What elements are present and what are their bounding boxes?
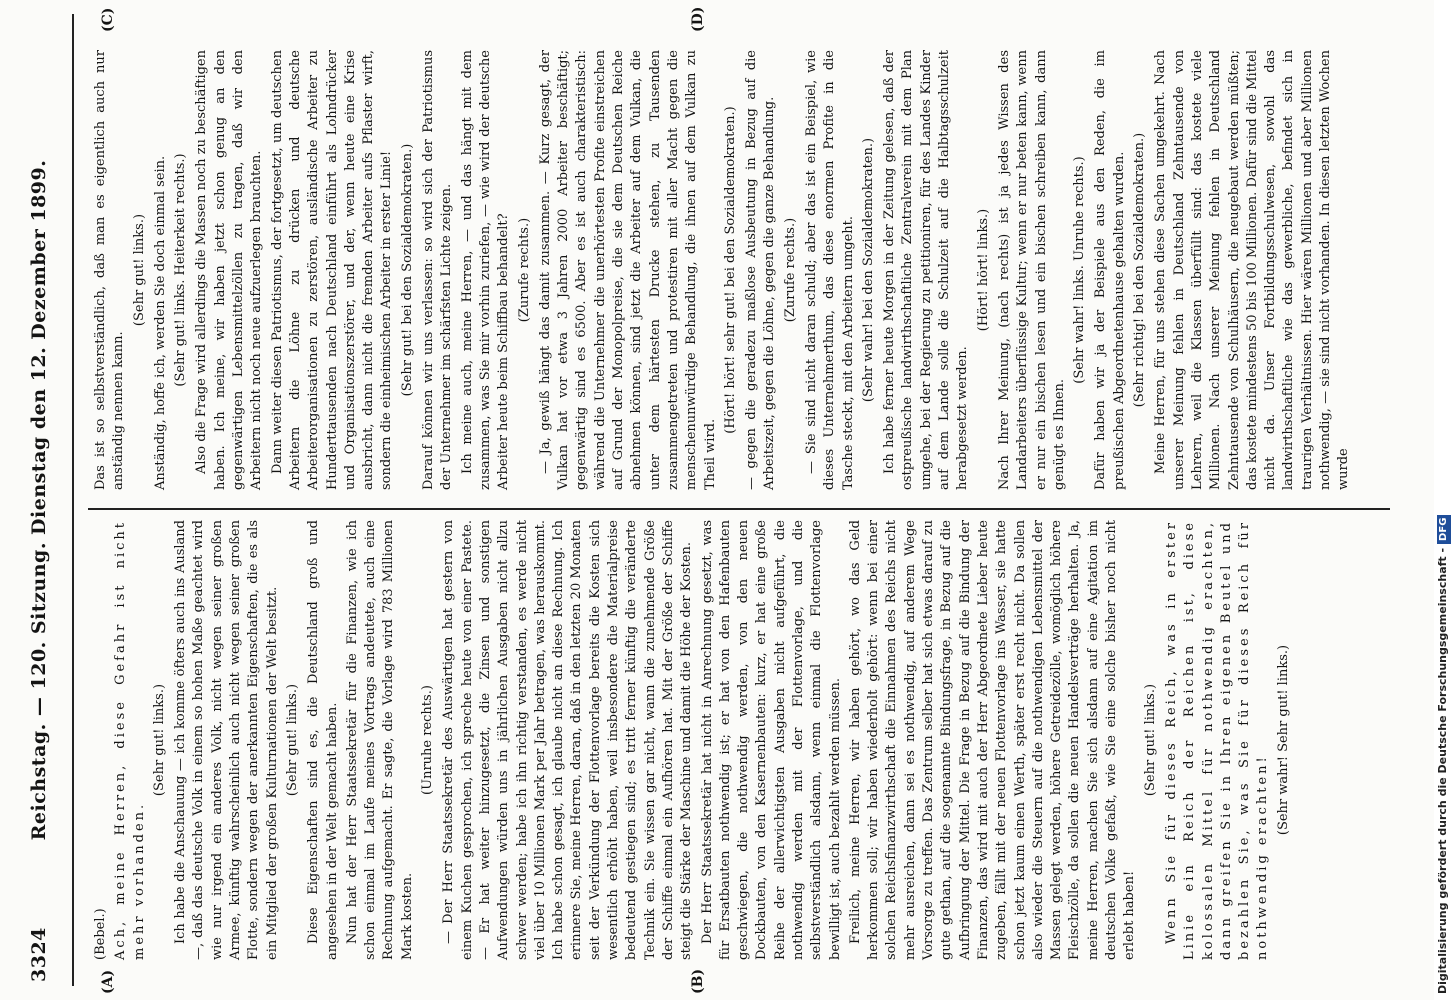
paragraph: Wenn Sie für dieses Reich, was in erster Linie ein Reich der Reichen ist, diese kolossalen Mittel für nothwendig erachten, dann greifen Sie in Ihren eigenen Beutel und bezahlen Sie, was Sie für dieses Reich für nothwendig erachten!: [1163, 520, 1271, 960]
interjection: (Sehr gut! links. Heiterkeit rechts.): [173, 153, 189, 387]
digitization-credit: [1408, 0, 1449, 1000]
header-rule: [72, 14, 74, 986]
interjection: (Unruhe rechts.): [420, 685, 436, 795]
paragraph: Darauf können wir uns verlassen: so wird sich der Patriotismus der Unternehmer im schärfsten Lichte zeigen.: [421, 50, 455, 490]
interjection: (Sehr wahr! Sehr gut! links.): [1275, 644, 1291, 836]
paragraph: — Sie sind nicht daran schuld; aber das ist ein Beispiel, wie dieses Unternehmerthum, das diese enormen Profite in die Tasche steckt, mit den Arbeitern umgeht.: [803, 50, 856, 490]
interjection: (Sehr gut! links.): [1142, 683, 1158, 797]
paragraph: Ich habe die Anschauung — ich komme öfters auch ins Ausland —, daß das deutsche Volk in einem so hohen Maße geachtet wird wie nur irgend ein anderes Volk, nicht wegen seiner großen Armee, künftig wahrscheinlich auch nicht wegen seiner großen Flotte, sondern wegen der anerkannten Eigenschaften, die es als ein Mitglied der großen Kulturnationen der Welt besitzt.: [173, 520, 280, 960]
right-column: [92, 50, 1392, 490]
interjection: (Sehr gut! links.): [284, 683, 300, 797]
paragraph: Nach Ihrer Meinung, (nach rechts) ist ja jedes Wissen des Landarbeiters überflüssige Kultur; wenn er nur beten kann, wenn er nur ein bischen lesen und ein bischen schreiben kann, dann genügt es Ihnen.: [996, 50, 1067, 490]
paragraph: Also die Frage wird allerdings die Massen noch zu beschäftigen haben. Ich meine, wir haben jetzt schon genug an den gegenwärtigen Lebensmittelzöllen zu tragen, daß wir den Arbeitern nicht noch neue aufzuerlegen brauchten.: [194, 50, 265, 490]
paragraph: Ich meine auch, meine Herren, — und das hängt mit dem zusammen, was Sie mir vorhin zuriefen, — wie wird der deutsche Arbeiter heute beim Schiffbau behandelt?: [459, 50, 512, 490]
paragraph: Meine Herren, für uns stehen diese Sachen umgekehrt. Nach unserer Meinung fehlen in Deutschland Zehntausende von Lehrern, weil die Klassen überfüllt sind: das kostete viele Millionen. Nach unserer Meinung fehlen in Deutschland Zehntausende von Schulhäusern, die neugebaut werden müßten; das kostete mindestens 50 bis 100 Millionen. Dafür sind die Mittel nicht da. Unser Fortbildungsschulwesen, sowohl das landwirthschaftliche wie das gewerbliche, befindet sich in traurigen Verhältnissen. Hier wären Millionen und aber Millionen nothwendig, — sie sind nicht vorhanden. In diesen letzten Wochen wurde: [1153, 50, 1352, 490]
interjection: (Sehr wahr! bei den Sozialdemokraten.): [860, 137, 876, 403]
margin-marker-c: (C): [100, 7, 116, 32]
interjection: (Zurufe rechts.): [516, 217, 532, 323]
paragraph: Anständig, hoffe ich, werden Sie doch einmal sein.: [152, 155, 168, 490]
paragraph: Nun hat der Herr Staatssekretär für die Finanzen, wie ich schon einmal im Laufe meines Vortrags andeutete, auch eine Rechnung aufgemacht. Er sagte, die Vorlage wird 783 Millionen Mark kosten.: [344, 520, 415, 960]
page-header-title: Reichstag. — 120. Sitzung. Dienstag den 12. Dezember 1899.: [28, 159, 50, 841]
interjection: (Sehr gut! links.): [131, 213, 147, 327]
page-number: 3324: [28, 927, 50, 982]
interjection: (Sehr wahr! links. Unruhe rechts.): [1072, 156, 1088, 384]
speaker-label: (Bebel.): [93, 908, 108, 960]
credit-text: Digitalisierung gefördert durch die Deutsche Forschungsgemeinschaft -: [1436, 547, 1449, 994]
margin-marker-a: (A): [100, 969, 116, 994]
dfg-logo: DFG: [1437, 515, 1451, 544]
paragraph: Das ist so selbstverständlich, daß man es eigentlich auch nur anständig nennen kann.: [93, 50, 127, 490]
paragraph: Diese Eigenschaften sind es, die Deutschland groß und angesehen in der Welt gemacht haben.: [306, 520, 340, 960]
paragraph: Dafür haben wir ja der Beispiele aus den Reden, die im preußischen Abgeordnetenhause gehalten wurden.: [1093, 50, 1127, 490]
interjection: (Sehr richtig! bei den Sozialdemokraten.): [1132, 132, 1148, 408]
paragraph: Der Herr Staatssekretär hat nicht in Anrechnung gesetzt, was für Ersatbauten nothwendig ist; er hat von den Hafenbauten geschwiegen, die nothwendig werden, von den neuen Dockbauten, von den Kasernenbauten: kurz, er hat eine große Reihe der allerwichtigsten Ausgaben nicht aufgeführt, die nothwendig werden mit der Flottenvorlage, und die selbstverständlich alsdann, wenn einmal die Flottenvorlage bewilligt ist, auch bezahlt werden müssen.: [699, 520, 843, 960]
left-column: [92, 520, 1392, 960]
paragraph: Dann weiter diesen Patriotismus, der fortgesetzt, um deutschen Arbeitern die Löhne zu drücken und deutsche Arbeiterorganisationen zu zerstören, ausländische Arbeiter zu Hunderttausenden nach Deutschland einführt als Lohndrücker und Organisationszerstörer, und der, wenn heute eine Krise ausbricht, dann nicht die fremden Arbeiter aufs Pflaster wirft, sondern die einheimischen Arbeiter in erster Linie!: [269, 50, 395, 490]
interjection: (Sehr gut! bei den Sozialdemokraten.): [399, 143, 415, 397]
interjection: (Sehr gut! links.): [151, 683, 167, 797]
paragraph: — Der Herr Staatssekretär des Auswärtigen hat gestern von einem Kuchen gesprochen, ich spreche heute von einer Pastete. — Er hat weiter hinzugesetzt, die Zinsen und sonstigen Aufwendungen würden uns in jährlichen Ausgaben nicht allzu schwer werden; habe ich ihn richtig verstanden, es werde nicht viel über 10 Millionen Mark per Jahr betragen, was herauskommt. Ich habe schon gesagt, ich glaube nicht an diese Rechnung. Ich erinnere Sie, meine Herren, daran, daß in den letzten 20 Monaten seit der Verkündung der Flottenvorlage bereits die Kosten sich wesentlich erhöht haben, weil insbesondere die Materialpreise bedeutend gestiegen sind; es tritt ferner künftig die veränderte Technik ein. Sie wissen gar nicht, wann die zunehmende Größe der Schiffe einmal ein Aufhören hat. Mit der Größe der Schiffe steigt die Stärke der Maschine und damit die Höhe der Kosten.: [441, 520, 695, 960]
interjection: (Hört! hört! sehr gut! bei den Sozialdemokraten.): [722, 106, 738, 434]
paragraph: Freilich, meine Herren, wir haben gehört, wo das Geld herkommen soll; wir haben wiederholt gehört: wenn bei einer solchen Reichsfinanzwirthschaft die Einnahmen des Reichs nicht mehr ausreichen, dann sei es nothwendig, auf anderem Wege Vorsorge zu treffen. Das Zentrum selber hat sich etwas darauf zu gute gethan, auf die sogenannte Bindungsfrage, in Bezug auf die Aufbringung der Mittel. Die Frage in Bezug auf die Bindung der Finanzen, das wird mit auch der Herr Abgeordnete Lieber heute zugeben, fällt mit der neuen Flottenvorlage ins Wasser, sie hatte schon jetzt kaum einen Werth, später erst recht nicht. Da sollen also wieder die Steuern auf die nothwendigen Lebensmittel der Massen gelegt werden, höhere Getreidezölle, womöglich höhere Fleischzölle, da sollen die neuen Handelsverträge herhalten. Ja, meine Herren, machen Sie sich alsdann auf eine Agitation im deutschen Volke gefaßt, wie Sie eine solche bisher noch nicht erlebt haben!: [847, 520, 1138, 960]
margin-marker-b: (B): [690, 968, 706, 994]
paragraph: — gegen die geradezu maßlose Ausbeutung in Bezug auf die Arbeitszeit, gegen die Löhne, gegen die ganze Behandlung.: [744, 50, 778, 490]
interjection: (Hört! hört! links.): [975, 208, 991, 332]
paragraph: Ich habe ferner heute Morgen in der Zeitung gelesen, daß der ostpreußische landwirthschaftliche Zentralverein mit dem Plan umgehe, bei der Regierung zu petitioniren, für des Landes Kinder auf dem Lande solle die Schulzeit auf die Halbtagsschulzeit herabgesetzt werden.: [882, 50, 971, 490]
column-divider: [88, 508, 1390, 510]
margin-marker-d: (D): [690, 6, 706, 32]
paragraph: Ach, meine Herren, diese Gefahr ist nicht mehr vorhanden.: [113, 520, 147, 960]
interjection: (Zurufe rechts.): [782, 217, 798, 323]
paragraph: — Ja, gewiß hängt das damit zusammen. — Kurz gesagt, der Vulkan hat vor etwa 3 Jahren 2000 Arbeiter beschäftigt; gegenwärtig sind es 6500. Aber es ist auch charakteristisch: während die Unternehmer die unerhörtesten Profite einstreichen auf Grund der Monopolpreise, die sie dem Deutschen Reiche abnehmen können, sind jetzt die Arbeiter auf dem Vulkan, die unter dem härtesten Drucke stehen, zu Tausenden zusammengetreten und protestiren mit aller Macht gegen die menschenunwürdige Behandlung, die ihnen auf dem Vulkan zu Theil wird.: [537, 50, 718, 490]
